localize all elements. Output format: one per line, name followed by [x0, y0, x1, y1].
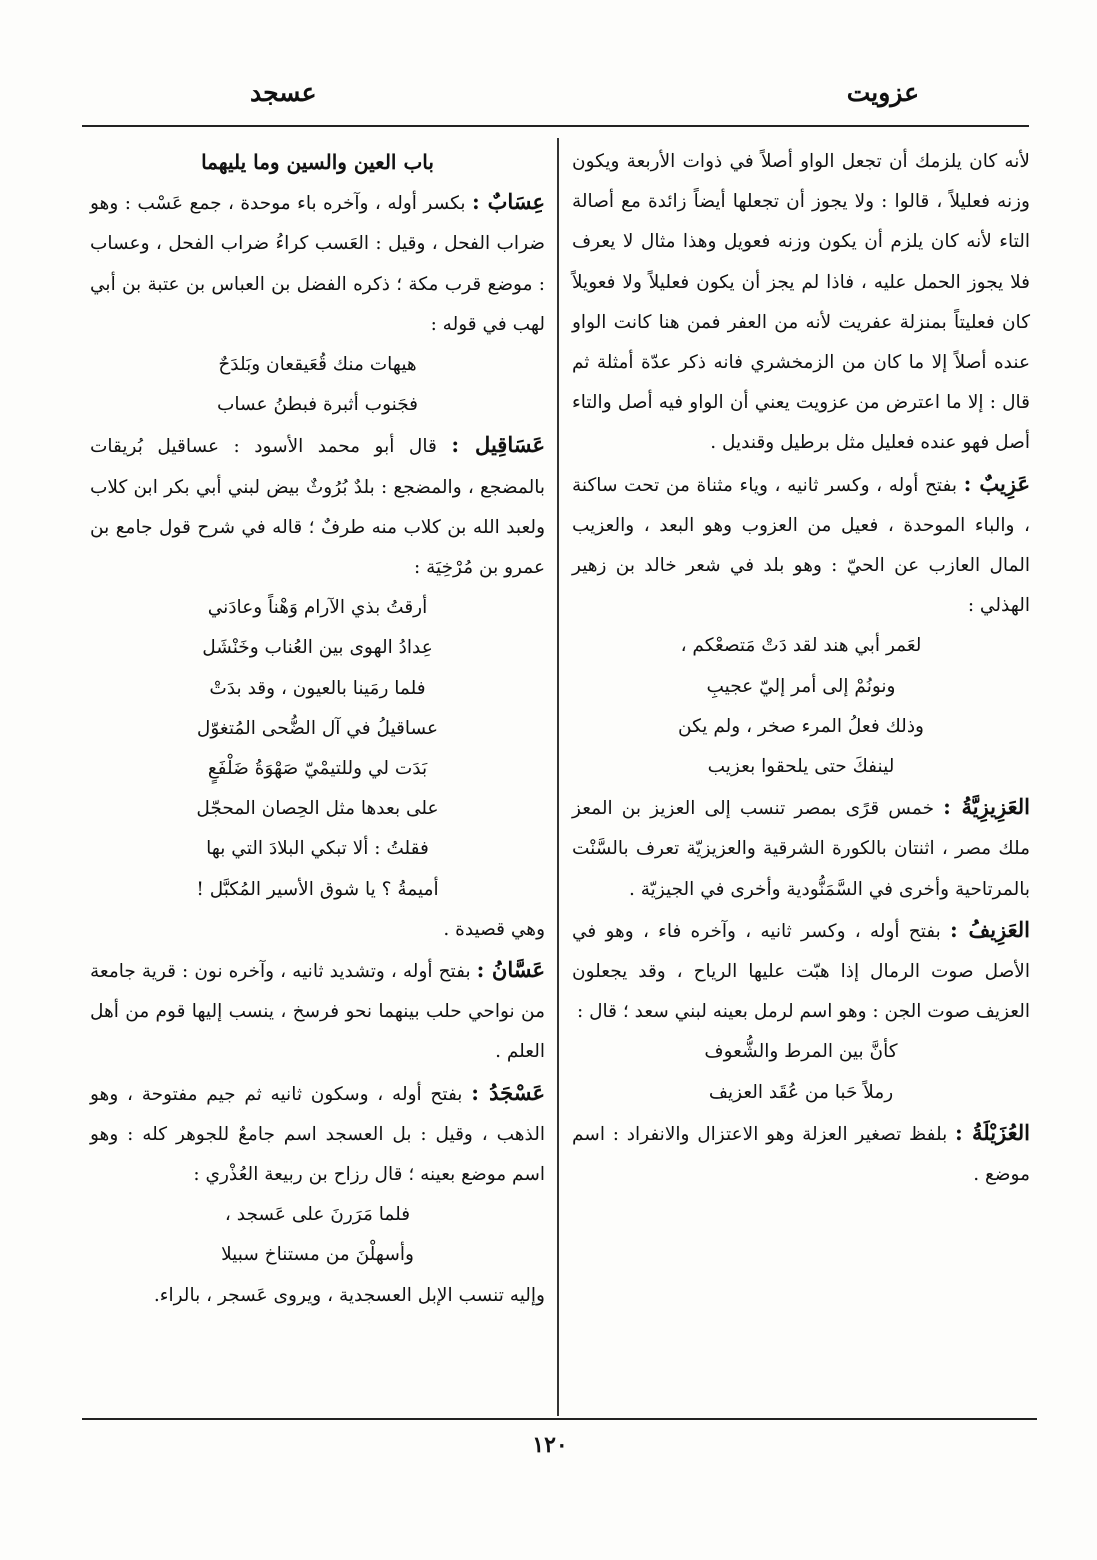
header-rule — [82, 125, 1029, 127]
entry-asjad-end: وإليه تنسب الإبل العسجدية ، ويروى عَسجر ، بالراء. — [153, 1284, 545, 1306]
entry-azib — [572, 464, 1030, 627]
entry-asaqil-text: قال أبو محمد الأسود : عساقيل بُريقات بالمضجع ، والمضجع : بلدٌ بُرُوثٌ بيض لبني أبي بكر ابن كلاب ولعبد الله بن كلاب منه طرفٌ ؛ قاله في شرح قول جامع بن عمرو بن مُرْخِيَة : — [90, 436, 545, 579]
entry-assan-text: بفتح أوله ، وتشديد ثانيه ، وآخره نون : قرية جامعة من نواحي حلب بينهما نحو فرسخ ، ينسب إليها قوم من أهل العلم . — [90, 961, 545, 1063]
headword-asaqil: عَسَاقِيل : — [451, 432, 545, 458]
verse-line: هيهات منك قُعَيقعان وبَلدَحٌ — [218, 354, 417, 376]
headword-aziziyya: العَزِيزِيَّةُ : — [943, 794, 1030, 820]
entry-azif-text: بفتح أوله ، وكسر ثانيه ، وآخره فاء ، وهو في الأصل صوت الرمال إذا هبّت عليها الرياح ، وقد يجعلون العزيف صوت الجن : وهو اسم لرمل بعينه لبني سعد ؛ قال : — [572, 920, 1030, 1023]
entry-asjad-text: بفتح أوله ، وسكون ثانيه ثم جيم مفتوحة ، وهو الذهب ، وقيل : بل العسجد اسم جامعٌ للجوهر كله : وهو اسم موضع بعينه ؛ قال رزاح بن ربيعة العُذْري : — [90, 1083, 545, 1186]
headword-asjad: عَسْجَدُ : — [471, 1079, 546, 1105]
headword-assan: عَسَّانُ : — [476, 957, 545, 983]
verse-line: وذلك فعلُ المرء صخر ، ولم يكن — [677, 715, 924, 737]
headword-azif: العَزِيفُ : — [950, 916, 1030, 942]
verse-line: فلما رمَينا بالعيون ، وقد بدَتْ — [209, 677, 426, 699]
verse-line: أرقتُ بذي الآرام وَهْناً وعادَني — [207, 597, 428, 619]
verse-line: لينفكَ حتى يلحقوا بعزيب — [707, 756, 895, 778]
entry-azif — [572, 910, 1030, 1033]
entry-continuation: لأنه كان يلزمك أن تجعل الواو أصلاً في ذوات الأربعة ويكون وزنه فعليلاً ، قالوا : ولا يجوز أن تجعلها أيضاً زائدة مع أصالة التاء لأنه كان يلزم أن يكون وزنه فعويل وهذا مثال لا يعرف فلا يجوز الحمل عليه ، فاذا لم يجز أن يكون فعليلاً ولا فعويلاً كان فعليتاً بمنزلة عفريت لأنه من العفر فمن هنا كانت الواو عنده أصلاً إلا ما كان من الزمخشري فانه ذكر عدّة أمثلة ثم قال : إلا ما اعترض من عزويت يعني أن الواو فيه أصل والتاء أصل فهو عنده فعليل مثل برطيل وقنديل . — [572, 151, 1030, 454]
column-divider — [557, 138, 559, 1416]
verse-line: عِدادُ الهوى بين العُناب وخَنْشَل — [202, 637, 433, 659]
verse-line: أميمةُ ؟ يا شوق الأسير المُكبَّل ! — [196, 878, 439, 900]
verse-line: على بعدها مثل الحِصان المحجّل — [196, 798, 439, 820]
entry-azib-text: بفتح أوله ، وكسر ثانيه ، وياء مثناة من تحت ساكنة ، والباء الموحدة ، فعيل من العزوب وهو البعد ، والعزيب المال العازب عن الحيّ : وهو بلد في شعر خالد بن زهير الهذلي : — [572, 474, 1030, 617]
entry-asjad — [90, 1073, 545, 1196]
entry-asab-text: بكسر أوله ، وآخره باء موحدة ، جمع عَسْب : وهو ضراب الفحل ، وقيل : العَسب كراءُ ضراب الفحل ، وعساب : موضع قرب مكة ؛ ذكره الفضل بن العباس بن عتبة بن أبي لهب في قوله : — [90, 193, 545, 335]
headword-asab: عِسَابٌ : — [471, 189, 545, 215]
verse-line: ونونُمْ إلى أمر إليّ عجيبِ — [706, 675, 896, 697]
entry-asaqil-end: وهي قصيدة . — [443, 918, 545, 940]
running-header-left: عسجد — [250, 78, 317, 107]
entry-uzayla-text: بلفظ تصغير العزلة وهو الاعتزال والانفراد : اسم موضع . — [572, 1123, 1030, 1186]
running-header-right: عزويت — [846, 78, 919, 107]
entry-asaqil — [90, 425, 545, 588]
verse-line: وأسهلْنَ من مستناخ سبيلا — [221, 1244, 414, 1266]
verse-line: رملاً حَبا من عُقَد العزيف — [708, 1081, 894, 1103]
right-column — [572, 142, 1030, 1195]
entry-assan — [90, 950, 545, 1073]
footer-rule — [82, 1418, 1037, 1420]
headword-azib: عَزِيبٌ : — [963, 470, 1030, 496]
verse-line: كأنَّ بين المرط والشُّعوف — [704, 1041, 898, 1063]
verse-line: فقلتُ : ألا تبكي البلادَ التي بها — [206, 838, 429, 860]
left-column — [90, 142, 545, 1316]
verse-line: بَدَت لي وللتيمْيّ صَهْوَةُ ضَلْفَعٍ — [207, 758, 428, 780]
verse-line: فلما مَرَرنَ على عَسجد ، — [224, 1204, 411, 1226]
verse-line: فجَنوب أثبرة فبطنُ عساب — [216, 394, 419, 416]
entry-aziziyya — [572, 787, 1030, 910]
section-title: باب العين والسين وما يليهما — [201, 150, 434, 174]
entry-asab — [90, 182, 545, 345]
page-number: ١٢٠ — [532, 1432, 568, 1458]
verse-line: لعَمر أبي هند لقد دَتْ مَتصعْكم ، — [680, 635, 922, 657]
verse-line: عساقيلُ في آل الضُّحى المُتغوّل — [196, 717, 439, 739]
headword-uzayla: العُزَيْلَةُ : — [955, 1119, 1030, 1145]
entry-aziziyya-text: خمس قرًى بمصر تنسب إلى العزيز بن المعز ملك مصر ، اثنتان بالكورة الشرقية والعزيزيّة تعرف بالسَّنْت بالمرتاحية وأخرى في السَّمَنُّودية وأخرى في الجيزيّة . — [572, 798, 1030, 900]
entry-uzayla — [572, 1113, 1030, 1195]
